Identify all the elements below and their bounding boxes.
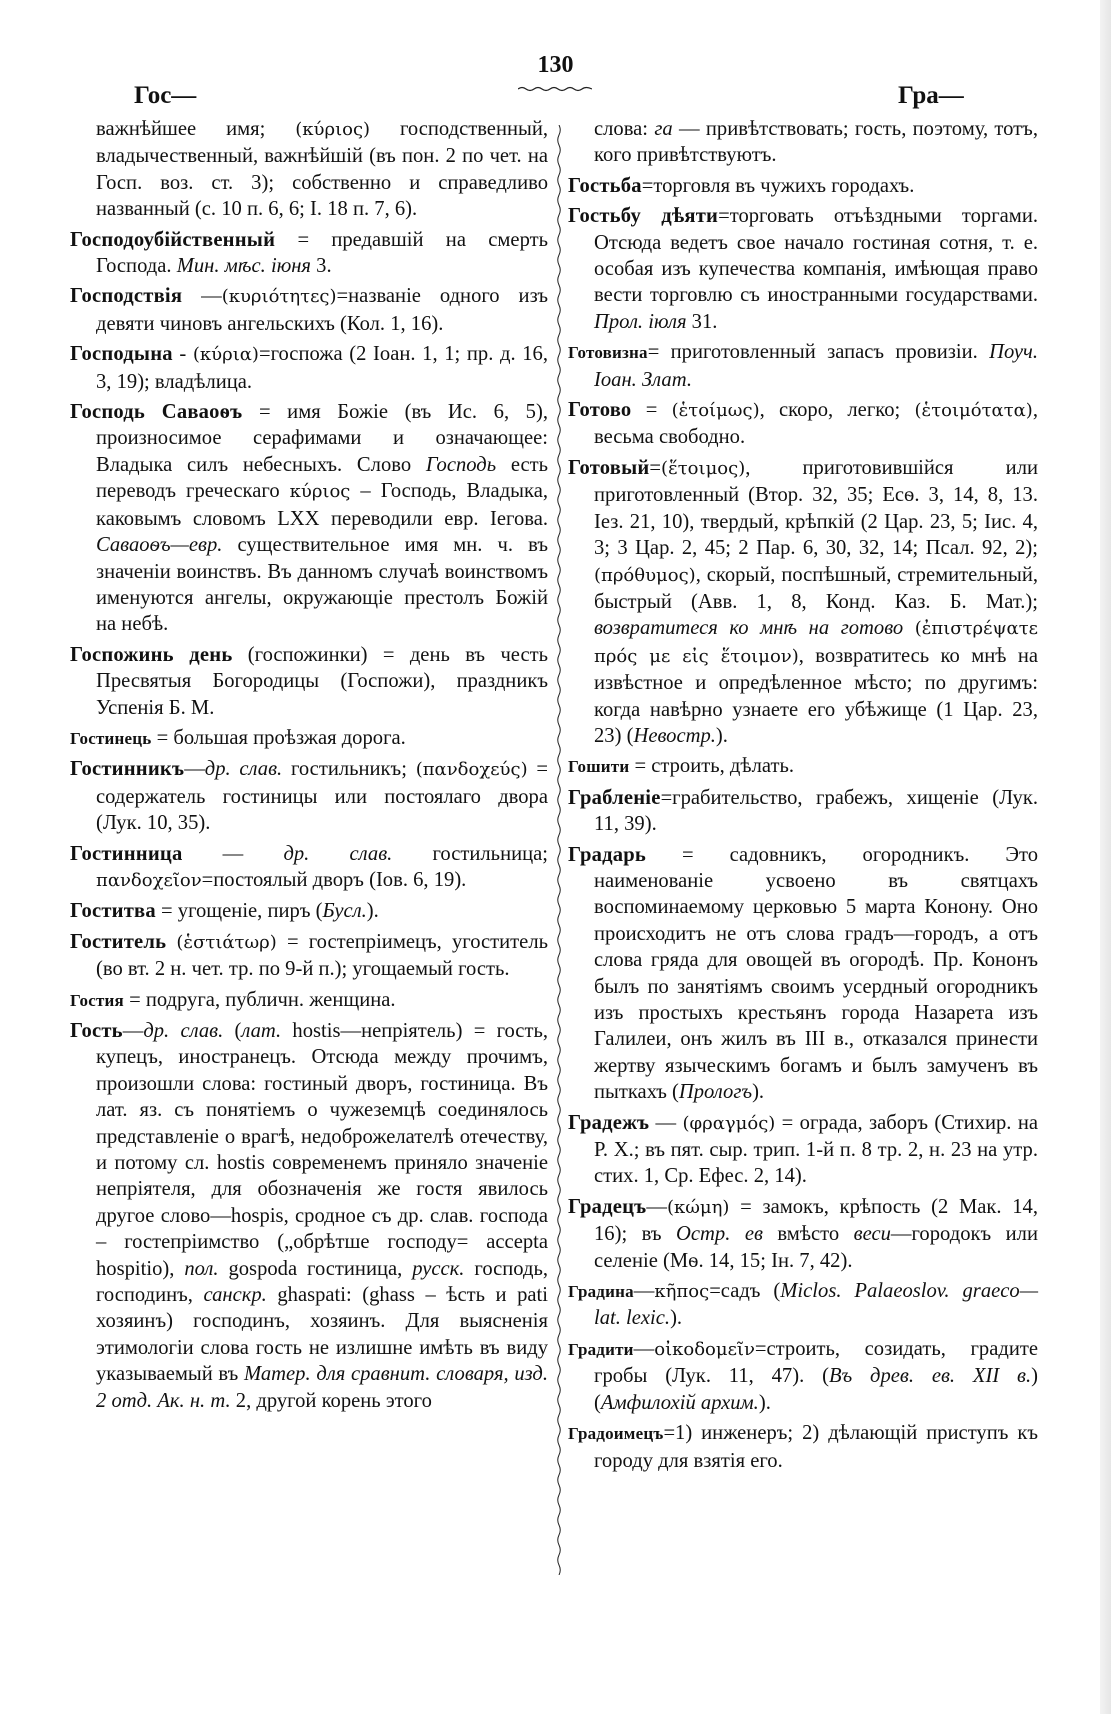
italic-reference: русск. — [412, 1257, 465, 1280]
definition-text: , скоро, легко; — [759, 399, 915, 422]
italic-reference: Мин. мѣс. іюня — [176, 255, 311, 278]
definition-text: = замокъ, крѣпость (2 Мак. 14, 16); въ — [594, 1195, 1038, 1246]
definition-text: , весьма свободно. — [594, 399, 1038, 449]
dictionary-entry — [568, 785, 1038, 838]
entry-headword: Гостинець — [70, 728, 152, 748]
definition-text: =строить, созидать, градите гробы (Лук. 11, 47). ( — [594, 1337, 1038, 1388]
definition-text: = — [631, 399, 672, 422]
entry-headword: Господоубійственный — [70, 228, 276, 251]
entry-headword: Гостия — [70, 990, 124, 1010]
dictionary-entry — [568, 1194, 1038, 1274]
entry-headword: Готовизна — [568, 343, 648, 363]
definition-text: = большая проѣзжая дорога. — [151, 726, 406, 749]
definition-text: - — [172, 343, 193, 366]
dictionary-entry — [70, 898, 548, 924]
entry-headword: Готовый — [568, 456, 650, 479]
entry-headword: Гость — [70, 1020, 123, 1042]
definition-text: (госпожинки) = день въ честь Пресвятыя Богородицы (Госпожи), праздникъ Успенія Б. М. — [96, 643, 548, 719]
definition-text: 31. — [686, 310, 718, 333]
dictionary-entry — [70, 929, 548, 983]
entry-headword: Грабленіе — [568, 786, 661, 809]
definition-text: есть переводъ греческаго — [96, 453, 549, 503]
definition-text: — — [633, 1280, 655, 1303]
definition-text — [903, 617, 915, 639]
definition-text: = гостепріимецъ, угоститель (во вт. 2 н. чет. тр. по 9-й п.); угощаемый гость. — [96, 930, 548, 981]
dictionary-entry — [568, 1420, 1038, 1474]
dictionary-entry — [568, 339, 1038, 393]
italic-reference: др. слав. — [143, 1020, 224, 1042]
italic-reference: др. слав. — [283, 842, 393, 865]
definition-text: — — [646, 1195, 667, 1218]
greek-equivalent: οἰκοδομεῖν — [654, 1338, 755, 1360]
definition-text: — привѣтствовать; гость, поэтому, тотъ, кого привѣтствуютъ. — [594, 118, 1038, 167]
entry-headword: Градецъ — [568, 1195, 647, 1218]
definition-text: важнѣйшее имя; — [96, 118, 296, 140]
greek-equivalent: (ἑτοίμως) — [671, 400, 760, 422]
greek-equivalent: (ἐπιστρέψατε πρός με εἰς ἕτοιμον) — [594, 618, 1038, 667]
italic-reference: пол. — [184, 1257, 219, 1280]
greek-equivalent: (κύριος) — [295, 119, 371, 140]
dictionary-entry — [568, 1278, 1038, 1332]
italic-reference: Въ древ. ев. XII в. — [828, 1365, 1032, 1388]
definition-text: = — [649, 456, 662, 479]
entry-continuation — [568, 116, 1038, 169]
greek-equivalent: (ἑστιάτωρ) — [176, 931, 277, 953]
entry-headword: Градежъ — [568, 1111, 650, 1134]
definition-text: вмѣсто — [762, 1223, 854, 1246]
dictionary-entry — [568, 842, 1038, 1106]
italic-reference: Господь — [425, 453, 497, 476]
right-column — [568, 116, 1038, 1478]
definition-text: , приготовившійся или приготовленный (Втор. 32, 35; Есѳ. 3, 14, 8, 13. Іез. 21, 10), твердый, крѣпкій (2 Цар. 23, 5; Іис. 4, 3; 3 Цар. 2, 45; 2 Пар. 6, 30, 32, 14; Псал. 92, 2); — [594, 456, 1038, 560]
definition-text: 2, другой корень этого — [230, 1389, 432, 1412]
definition-text: = содержатель гостиницы или постоялаго двора (Лук. 10, 35). — [96, 758, 548, 835]
italic-reference: Прологъ — [678, 1081, 753, 1104]
dictionary-entry — [70, 756, 548, 836]
dictionary-entry — [70, 341, 548, 395]
definition-text: ). — [752, 1081, 765, 1104]
definition-text: ). — [670, 1307, 683, 1330]
greek-equivalent: (ἑτοιμότατα) — [914, 400, 1033, 422]
definition-text: —городокъ или селеніе (Мѳ. 14, 15; Ін. 7, 42). — [594, 1223, 1038, 1272]
entry-headword: Гоститель — [70, 930, 167, 953]
italic-reference: др. слав. — [204, 758, 283, 781]
dictionary-entry — [568, 1336, 1038, 1416]
definition-text: существительное имя мн. ч. въ значеніи воинствъ. Въ данномъ случаѣ воинствомъ именуются ангелы, окружающіе престолъ Божій на небѣ. — [96, 534, 548, 636]
definition-text: , возвратитесь ко мнѣ на извѣстное и опредѣленное мѣсто; по другимъ: когда навѣрно узнаете его убѣжище (1 Цар. 23, 23) ( — [594, 644, 1038, 747]
definition-text: ghaspati: (ghass – ѣсть и pati хозяинъ) господинъ, хозяинъ. Для выясненія этимологіи слова гость не излишне имѣть въ виду указываемый въ — [96, 1284, 548, 1386]
definition-text: =торговать отъѣздными торгами. Отсюда ведетъ свое начало гостиная сотня, т. е. особая изъ купечества компанія, имѣющая право вести торговлю съ иностранными государствами. — [594, 205, 1038, 307]
greek-equivalent: (ἕτοιμος) — [661, 457, 746, 479]
dictionary-entry — [568, 397, 1038, 451]
definition-text: = подруга, публичн. женщина. — [123, 988, 396, 1011]
definition-text: ) ( — [594, 1365, 1038, 1414]
definition-text: =торговля въ чужихъ городахъ. — [641, 174, 915, 197]
italic-reference: Невостр. — [633, 724, 716, 747]
definition-text: = предавшій на смерть Господа. — [96, 228, 548, 278]
greek-equivalent: (κώμη) — [666, 1196, 730, 1218]
definition-text: = строить, дѣлать. — [629, 755, 795, 778]
definition-text: – Господь, Владыка, каковымъ словомъ LXX переводили евр. Іегова. — [96, 480, 548, 530]
definition-text: =грабительство, грабежъ, хищеніе (Лук. 11, 39). — [594, 786, 1038, 836]
italic-reference: Матер. для сравнит. словаря, изд. 2 отд. Ак. н. т. — [96, 1363, 548, 1412]
dictionary-entry — [70, 841, 548, 895]
definition-text: слова: — [594, 118, 655, 140]
entry-headword: Гостьба — [568, 174, 642, 197]
definition-text: — — [182, 285, 222, 308]
entry-headword: Господь Саваоѳъ — [70, 401, 243, 424]
entry-headword: Градоимецъ — [568, 1424, 664, 1444]
definition-text: ). — [715, 724, 728, 747]
italic-reference: Бусл. — [322, 900, 367, 923]
dictionary-entry — [70, 987, 548, 1014]
dictionary-entry — [568, 455, 1038, 749]
definition-text: — — [122, 1020, 144, 1042]
italic-reference: Остр. ев — [676, 1223, 763, 1246]
dictionary-entry — [568, 173, 1038, 199]
definition-text: =постоялый дворъ (Іов. 6, 19). — [201, 868, 467, 891]
definition-text: — — [649, 1111, 683, 1134]
definition-text: — — [182, 842, 284, 865]
definition-text: = садовникъ, огородникъ. Это наименованіе усвоено въ святцахъ воспоминаемому церковью 5 марта Конону. Оно происходитъ не отъ слова градъ—городъ, а отъ слова гряда для овощей въ огородѣ. Пр. Кононъ былъ по занятіямъ своимъ усердный огородникъ изъ простыхъ крестьянъ города Назарета изъ Галилеи, онъ жилъ въ III в., отказался принести жертву языческимъ богамъ и былъ замученъ въ пыткахъ ( — [594, 843, 1038, 1104]
page-edge-shadow — [1100, 0, 1111, 1714]
definition-text: господь, господинъ, — [96, 1257, 549, 1307]
entry-headword: Гоститва — [70, 900, 156, 923]
entry-headword: Гостинница — [70, 842, 183, 865]
entry-headword: Гостинникъ — [70, 758, 185, 781]
dictionary-entry — [70, 642, 548, 721]
italic-reference: га — [654, 118, 673, 140]
dictionary-entry — [70, 227, 548, 280]
italic-reference: Miclos. Palaeoslov. graeco—lat. lexic. — [594, 1280, 1039, 1330]
definition-text: =названіе одного изъ девяти чиновъ ангельскихъ (Кол. 1, 16). — [96, 285, 548, 335]
definition-text: =садъ ( — [709, 1280, 781, 1303]
entry-headword: Готово — [568, 399, 632, 422]
definition-text: = угощеніе, пиръ ( — [155, 900, 323, 923]
definition-text: 3. — [311, 255, 332, 278]
definition-text: =1) инженеръ; 2) дѣлающій приступъ къ городу для взятія его. — [594, 1422, 1038, 1472]
italic-reference: Саваоѳъ—евр. — [96, 534, 223, 557]
italic-reference: возвратитеся ко мнѣ на готово — [594, 617, 904, 640]
dictionary-entry — [568, 203, 1038, 335]
dictionary-entry — [568, 1110, 1038, 1190]
entry-headword: Градарь — [568, 843, 647, 866]
definition-text: , скорый, поспѣшный, стремительный, быстрый (Авв. 1, 8, Конд. Каз. Б. Мат.); — [594, 563, 1038, 613]
definition-text: ). — [758, 1391, 771, 1414]
italic-reference: веси — [853, 1223, 891, 1246]
definition-text: — — [633, 1337, 655, 1360]
definition-text — [166, 931, 176, 953]
page-number-rule — [518, 86, 592, 92]
dictionary-entry — [70, 399, 548, 638]
definition-text: = ограда, заборъ (Стихир. на Р. Х.; въ пят. сыр. трип. 1-й п. 8 тр. 2, н. 23 на утр. стих. 1, Ср. Ефес. 2, 14). — [594, 1111, 1038, 1188]
entry-headword: Градити — [568, 1339, 634, 1359]
left-column — [70, 116, 548, 1418]
running-head-right: Гра— — [898, 82, 964, 109]
definition-text: =госпожа (2 Іоан. 1, 1; пр. д. 16, 3, 19); владѣлица. — [96, 343, 548, 393]
italic-reference: санскр. — [203, 1284, 267, 1307]
page-number: 130 — [537, 52, 574, 78]
dictionary-entry — [70, 283, 548, 337]
greek-equivalent: (κυριότητες) — [221, 286, 337, 308]
italic-reference: лат. — [241, 1020, 282, 1042]
dictionary-entry — [70, 725, 548, 752]
dictionary-entry — [70, 1018, 548, 1414]
entry-headword: Госпожинь день — [70, 643, 233, 666]
entry-headword: Гошити — [568, 757, 630, 777]
italic-reference: Прол. іюля — [594, 310, 687, 333]
definition-text: = приготовленный запасъ провизіи. — [647, 341, 990, 364]
definition-text: — — [184, 758, 205, 781]
entry-headword: Гостьбу дѣяти — [568, 205, 719, 228]
definition-text: gospoda гостиница, — [218, 1257, 413, 1280]
entry-headword: Господына — [70, 343, 173, 366]
greek-equivalent: (πρόθυμος) — [594, 564, 696, 586]
greek-equivalent: πανδοχεῖον — [96, 869, 202, 891]
definition-text: ( — [223, 1020, 242, 1042]
italic-reference: Поуч. Іоан. Злат. — [594, 341, 1038, 391]
definition-text: ). — [366, 900, 379, 923]
italic-reference: Амфилохій архим. — [600, 1391, 759, 1414]
greek-equivalent: (κύρια) — [192, 344, 259, 366]
running-head-left: Гос— — [134, 82, 197, 109]
entry-headword: Господствія — [70, 285, 183, 308]
greek-equivalent: (πανδοχεύς) — [415, 759, 528, 781]
definition-text: господственный, владычественный, важнѣйшій (въ пон. 2 по чет. на Госп. воз. ст. 3); собственно и справедливо названный (с. 10 п. 6, 6; I. 18 п. 7, 6). — [96, 118, 548, 221]
greek-equivalent: κῆπος — [654, 1281, 710, 1303]
dictionary-entry — [568, 753, 1038, 780]
column-divider — [555, 125, 563, 1575]
greek-equivalent: (φραγμός) — [682, 1112, 776, 1134]
definition-text: = имя Божіе (въ Ис. 6, 5), произносимое серафимами и означающее: Владыка силъ небесныхъ. Слово — [96, 401, 548, 476]
entry-headword: Градина — [568, 1282, 634, 1302]
definition-text: гостильникъ; — [282, 758, 416, 781]
greek-equivalent: κύριος — [289, 481, 351, 503]
definition-text: гостильница; — [392, 842, 548, 865]
entry-continuation — [70, 116, 548, 223]
definition-text: hostis—непріятель) = гость, купецъ, иностранецъ. Отсюда между прочимъ, произошли слова: гостиный дворъ, гостиница. Въ лат. яз. съ понятіемъ о чужеземцѣ соединялось представленіе о врагѣ, недоброжелателѣ отечеству, и потому сл. hostis современемъ приняло значеніе непріятеля, для обозначенія же гостя явилось другое слово—hospis, сродное съ др. слав. господа – гостепріимство („обрѣтше господу= accepta hospitio), — [96, 1020, 548, 1280]
